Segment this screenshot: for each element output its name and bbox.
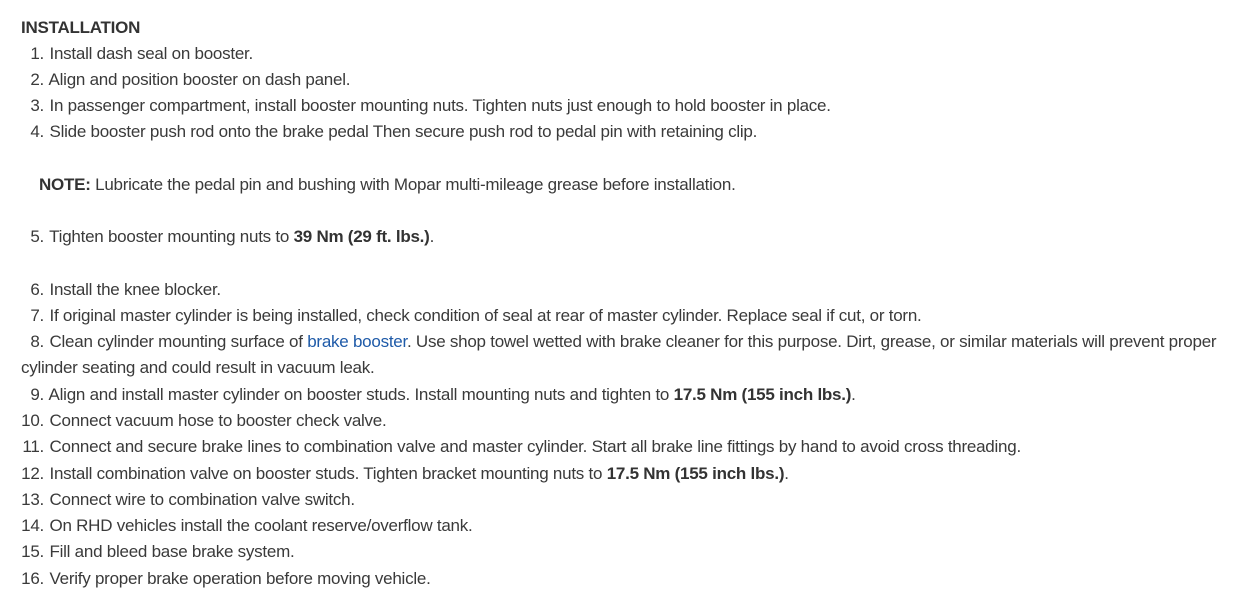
step-number: 2. — [30, 70, 44, 89]
note-block — [39, 174, 736, 196]
step-number: 5. — [30, 227, 44, 246]
step-text: Connect and secure brake lines to combination valve and master cylinder. Start all brake line fittings by hand to avoid cross threading. — [49, 437, 1021, 456]
torque-spec: 17.5 Nm (155 inch lbs.) — [673, 385, 852, 404]
step-text: Verify proper brake operation before moving vehicle. — [49, 569, 431, 588]
step-item — [21, 489, 355, 511]
step-text: Tighten booster mounting nuts to — [49, 227, 294, 246]
step-number: 8. — [30, 332, 44, 351]
step-item — [21, 121, 757, 143]
step-text: Align and position booster on dash panel. — [48, 70, 351, 89]
step-text-end: . — [851, 385, 856, 404]
step-text: If original master cylinder is being installed, check condition of seal at rear of master cylinder. Replace seal if cut, or torn. — [49, 306, 922, 325]
step-item — [21, 384, 856, 406]
step-item — [21, 69, 350, 91]
step-text-end: . — [784, 464, 789, 483]
step-text: Install combination valve on booster studs. Tighten bracket mounting nuts to — [49, 464, 607, 483]
step-item — [21, 541, 294, 563]
step-number: 15. — [21, 542, 44, 561]
step-text: Slide booster push rod onto the brake pedal Then secure push rod to pedal pin with retaining clip. — [49, 122, 758, 141]
step-text: Install dash seal on booster. — [49, 44, 253, 63]
step-item — [21, 43, 253, 65]
step-item — [21, 436, 1021, 458]
step-text: Install the knee blocker. — [49, 280, 221, 299]
step-number: 12. — [21, 464, 44, 483]
step-text: Clean cylinder mounting surface of — [49, 332, 308, 351]
torque-spec: 17.5 Nm (155 inch lbs.) — [606, 464, 785, 483]
step-item — [21, 95, 831, 117]
section-heading: INSTALLATION — [21, 18, 141, 37]
step-item — [21, 410, 386, 432]
step-item — [21, 463, 789, 485]
note-label: NOTE: — [39, 175, 91, 194]
step-number: 9. — [30, 385, 44, 404]
step-item — [21, 329, 1251, 381]
note-text: Lubricate the pedal pin and bushing with Mopar multi-mileage grease before installation. — [90, 175, 736, 194]
step-number: 4. — [30, 122, 44, 141]
step-text-end: . Use shop towel wetted with brake cleaner for this purpose. Dirt, grease, or similar materials will prevent proper cylinder seating and could result in vacuum leak. — [21, 332, 1217, 377]
step-number: 3. — [30, 96, 44, 115]
step-number: 16. — [21, 569, 44, 588]
step-text: On RHD vehicles install the coolant reserve/overflow tank. — [49, 516, 473, 535]
step-item — [21, 305, 922, 327]
step-number: 6. — [30, 280, 44, 299]
step-item — [21, 515, 472, 537]
step-number: 11. — [22, 437, 44, 456]
step-text: Connect vacuum hose to booster check valve. — [49, 411, 387, 430]
brake-booster-link[interactable]: brake booster — [307, 332, 407, 351]
step-number: 7. — [30, 306, 44, 325]
step-text: In passenger compartment, install booster mounting nuts. Tighten nuts just enough to hold booster in place. — [49, 96, 831, 115]
step-item — [21, 226, 434, 248]
torque-spec: 39 Nm (29 ft. lbs.) — [293, 227, 430, 246]
step-item — [21, 279, 221, 301]
step-number: 14. — [21, 516, 44, 535]
step-text-end: . — [429, 227, 435, 246]
step-item — [21, 568, 431, 590]
step-text: Connect wire to combination valve switch. — [49, 490, 355, 509]
step-text: Align and install master cylinder on booster studs. Install mounting nuts and tighten to — [48, 385, 674, 404]
step-number: 10. — [21, 411, 44, 430]
step-number: 1. — [30, 44, 44, 63]
step-text: Fill and bleed base brake system. — [49, 542, 295, 561]
step-number: 13. — [21, 490, 44, 509]
